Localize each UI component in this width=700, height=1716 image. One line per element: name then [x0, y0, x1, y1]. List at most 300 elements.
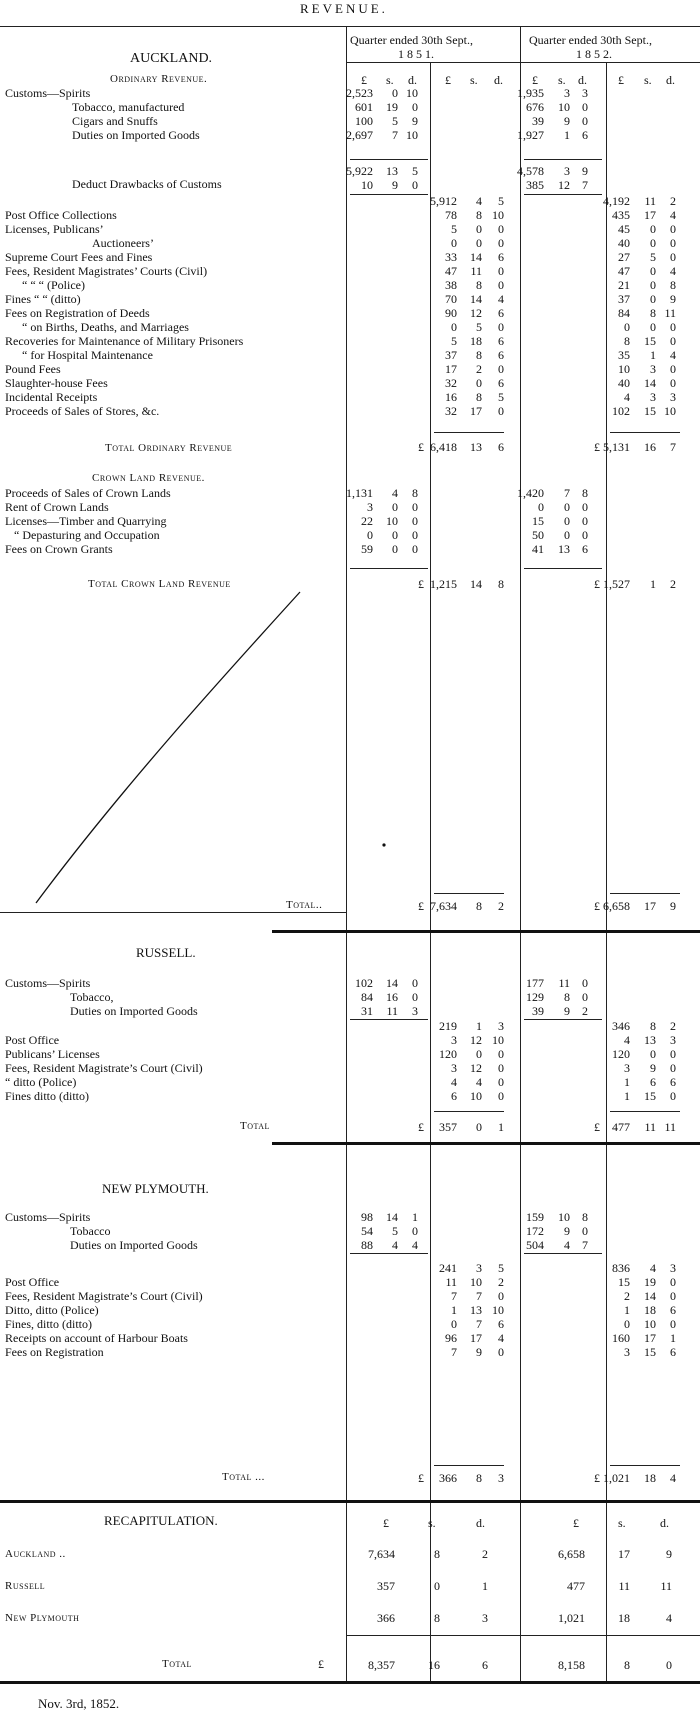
new-plymouth-title: NEW PLYMOUTH.	[102, 1181, 209, 1196]
np-1852-shillings: 15	[644, 1345, 656, 1359]
russell-1852-pounds: 3	[624, 1061, 630, 1075]
np-1851-pence: 6	[498, 1317, 504, 1331]
customs-1851-pence: 0	[412, 990, 418, 1004]
total-crown-1851-shillings: 14	[470, 577, 482, 591]
ordinary-1852-pence: 0	[670, 362, 676, 376]
russell-1851-shillings: 4	[476, 1075, 482, 1089]
np-total-label: Total ...	[222, 1471, 265, 1483]
customs-1851-pence: 0	[412, 976, 418, 990]
auckland-end-rule	[272, 930, 700, 933]
russell-total-rule	[610, 1111, 680, 1112]
crown-1851-pounds: 3	[367, 500, 373, 514]
pence-header: d.	[408, 73, 417, 87]
crown-1851-pounds: 59	[361, 542, 373, 556]
customs-1851-pence: 10	[406, 86, 418, 100]
page-title: REVENUE.	[300, 1, 388, 16]
np-1852-pence: 0	[670, 1289, 676, 1303]
np-total-1851-pounds: 366	[439, 1471, 457, 1485]
np-1851-pence: 4	[498, 1331, 504, 1345]
auckland-total-rule	[610, 893, 680, 894]
ordinary-1852-pounds: 10	[618, 362, 630, 376]
crown-row-label: Rent of Crown Lands	[5, 500, 109, 514]
recap-total-1851-shillings: 16	[428, 1658, 440, 1672]
ordinary-1851-pence: 6	[498, 348, 504, 362]
ordinary-1852-shillings: 3	[650, 362, 656, 376]
russell-1851-shillings: 10	[470, 1089, 482, 1103]
np-1852-pence: 1	[670, 1331, 676, 1345]
customs-1851-shillings: 4	[392, 1238, 398, 1252]
drawback-1852-pounds: 385	[526, 178, 544, 192]
crown-1852-pounds: 0	[538, 500, 544, 514]
np-1851-pounds: 1	[451, 1303, 457, 1317]
auckland-total-1851-shillings: 8	[476, 899, 482, 913]
pence-header: d.	[578, 73, 587, 87]
crown-1852-shillings: 0	[564, 528, 570, 542]
recap-total-1852-pence: 0	[666, 1658, 672, 1672]
total-ordinary-1852-shillings: 16	[644, 440, 656, 454]
np-1851-shillings: 10	[470, 1275, 482, 1289]
customs-1851-pounds: 98	[361, 1210, 373, 1224]
russell-1852-pounds: 1	[624, 1089, 630, 1103]
ordinary-1852-pounds: 435	[612, 208, 630, 222]
pound-header: £	[573, 1516, 579, 1530]
crown-1852-shillings: 0	[564, 500, 570, 514]
ordinary-1851-pence: 0	[498, 404, 504, 418]
ordinary-1851-pence: 0	[498, 222, 504, 236]
col-1851-heading: Quarter ended 30th Sept.,	[350, 33, 473, 47]
customs-1852-pence: 2	[582, 1004, 588, 1018]
crown-1851-pence: 8	[412, 486, 418, 500]
ordinary-1852-pence: 0	[670, 320, 676, 334]
ordinary-1852-pence: 4	[670, 264, 676, 278]
ordinary-1852-pence: 0	[670, 334, 676, 348]
auckland-total-rule	[434, 893, 504, 894]
auckland-total-1852-pence: 9	[670, 899, 676, 913]
total-crown-1851-pounds: 1,215	[430, 577, 457, 591]
crown-1852-pence: 8	[582, 486, 588, 500]
ordinary-1851-shillings: 2	[476, 362, 482, 376]
russell-1851-pence: 0	[498, 1047, 504, 1061]
pound-header: £	[532, 73, 538, 87]
crown-1851-shillings: 0	[392, 500, 398, 514]
russell-row-label: Post Office	[5, 1033, 60, 1047]
shilling-header: s.	[644, 73, 652, 87]
auckland-total-1852-shillings: 17	[644, 899, 656, 913]
recap-1851-pence: 1	[482, 1579, 488, 1593]
russell-1852-pence: 2	[670, 1019, 676, 1033]
customs-1852-pence: 0	[582, 100, 588, 114]
ordinary-1851-pounds: 0	[451, 236, 457, 250]
ordinary-1851-pounds: 32	[445, 404, 457, 418]
np-1851-pounds: 11	[445, 1275, 457, 1289]
ordinary-1852-pence: 11	[664, 306, 676, 320]
total-ordinary-1851-shillings: 13	[470, 440, 482, 454]
customs-row-label: Duties on Imported Goods	[70, 1004, 198, 1018]
ordinary-1851-shillings: 18	[470, 334, 482, 348]
ordinary-1851-shillings: 8	[476, 278, 482, 292]
russell-total-1852-pence: 11	[664, 1120, 676, 1134]
ordinary-1852-pence: 0	[670, 250, 676, 264]
ordinary-1852-pounds: 45	[618, 222, 630, 236]
customs-1851-shillings: 14	[386, 976, 398, 990]
pence-header: d.	[476, 1516, 485, 1530]
ordinary-1852-pounds: 21	[618, 278, 630, 292]
ordinary-1851-shillings: 0	[476, 222, 482, 236]
ordinary-row-label: Fines “ “ (ditto)	[5, 292, 81, 306]
pound-sign: £	[418, 1471, 424, 1485]
ordinary-1851-shillings: 4	[476, 194, 482, 208]
crown-1851-pence: 0	[412, 500, 418, 514]
customs-sum-1851-pounds: 5,922	[346, 164, 373, 178]
customs-1852-shillings: 4	[564, 1238, 570, 1252]
ordinary-1852-shillings: 11	[644, 194, 656, 208]
recap-1852-pence: 4	[666, 1611, 672, 1625]
customs-1851-pence: 10	[406, 128, 418, 142]
ordinary-1852-pounds: 84	[618, 306, 630, 320]
pound-sign: £	[418, 899, 424, 913]
ordinary-1851-pence: 0	[498, 236, 504, 250]
np-1851-pounds: 241	[439, 1261, 457, 1275]
recap-1852-pounds: 477	[567, 1579, 585, 1593]
ordinary-1852-shillings: 1	[650, 348, 656, 362]
np-1852-pence: 6	[670, 1303, 676, 1317]
customs-1852-shillings: 1	[564, 128, 570, 142]
customs-1852-pence: 7	[582, 1238, 588, 1252]
recap-1851-pounds: 357	[377, 1579, 395, 1593]
auckland-bottom-rule	[0, 912, 346, 913]
ordinary-1851-pence: 0	[498, 362, 504, 376]
recap-1852-pence: 11	[660, 1579, 672, 1593]
ordinary-1851-pence: 0	[498, 278, 504, 292]
customs-1852-pounds: 172	[526, 1224, 544, 1238]
customs-1851-pounds: 102	[355, 976, 373, 990]
ordinary-1852-pounds: 4,192	[603, 194, 630, 208]
recap-1852-pounds: 6,658	[558, 1547, 585, 1561]
np-end-rule	[0, 1500, 700, 1503]
russell-total-1851-shillings: 0	[476, 1120, 482, 1134]
ordinary-1851-pounds: 47	[445, 264, 457, 278]
crown-land-title: Crown Land Revenue.	[92, 472, 205, 484]
total-crown-1852-pounds: 1,527	[603, 577, 630, 591]
ordinary-row-label: “ on Births, Deaths, and Marriages	[22, 320, 189, 334]
ordinary-1852-pounds: 37	[618, 292, 630, 306]
ink-dot	[382, 843, 385, 846]
recap-1852-shillings: 18	[618, 1611, 630, 1625]
recap-1851-pounds: 366	[377, 1611, 395, 1625]
ordinary-1852-pence: 4	[670, 208, 676, 222]
customs-1851-shillings: 19	[386, 100, 398, 114]
ordinary-1851-pence: 5	[498, 194, 504, 208]
np-total-rule	[434, 1465, 504, 1466]
crown-row-label: Proceeds of Sales of Crown Lands	[5, 486, 171, 500]
customs-1852-pounds: 129	[526, 990, 544, 1004]
customs-1851-shillings: 7	[392, 128, 398, 142]
np-1852-pounds: 3	[624, 1345, 630, 1359]
np-total-1852-pence: 4	[670, 1471, 676, 1485]
customs-1852-pounds: 177	[526, 976, 544, 990]
crown-1852-pence: 6	[582, 542, 588, 556]
customs-1852-pounds: 1,935	[517, 86, 544, 100]
np-1852-shillings: 10	[644, 1317, 656, 1331]
recap-1851-shillings: 8	[434, 1611, 440, 1625]
np-row-label: Post Office	[5, 1275, 60, 1289]
np-1852-pounds: 15	[618, 1275, 630, 1289]
ordinary-1852-shillings: 0	[650, 264, 656, 278]
ordinary-1852-pence: 3	[670, 390, 676, 404]
customs-1852-pence: 0	[582, 976, 588, 990]
ordinary-1851-shillings: 11	[470, 264, 482, 278]
ordinary-1852-pounds: 40	[618, 376, 630, 390]
customs-1851-shillings: 0	[392, 86, 398, 100]
np-1851-pence: 0	[498, 1345, 504, 1359]
ordinary-1851-shillings: 8	[476, 390, 482, 404]
shilling-header: s.	[386, 73, 394, 87]
russell-1852-pounds: 1	[624, 1075, 630, 1089]
ordinary-1852-pence: 4	[670, 348, 676, 362]
russell-1851-shillings: 12	[470, 1033, 482, 1047]
customs-1851-pounds: 54	[361, 1224, 373, 1238]
ordinary-1851-pence: 4	[498, 292, 504, 306]
np-1851-shillings: 9	[476, 1345, 482, 1359]
ordinary-1852-shillings: 15	[644, 334, 656, 348]
crown-1851-pounds: 22	[361, 514, 373, 528]
recap-total-1851-pounds: 8,357	[368, 1658, 395, 1672]
customs-1851-shillings: 11	[386, 1004, 398, 1018]
ordinary-1852-pounds: 40	[618, 236, 630, 250]
customs-1852-shillings: 11	[558, 976, 570, 990]
customs-1851-pounds: 601	[355, 100, 373, 114]
russell-1852-pence: 3	[670, 1033, 676, 1047]
total-ordinary-1852-pounds: 5,131	[603, 440, 630, 454]
diagonal-stroke	[36, 592, 300, 903]
russell-1851-pounds: 120	[439, 1047, 457, 1061]
ordinary-row-label: Fees on Registration of Deeds	[5, 306, 150, 320]
russell-1852-pence: 6	[670, 1075, 676, 1089]
np-customs-rule	[350, 1253, 428, 1254]
crown-1851-pence: 0	[412, 514, 418, 528]
crown-1851-shillings: 0	[392, 542, 398, 556]
pound-sign: £	[594, 1471, 600, 1485]
customs-1852-pounds: 159	[526, 1210, 544, 1224]
russell-1852-pounds: 120	[612, 1047, 630, 1061]
russell-1852-shillings: 13	[644, 1033, 656, 1047]
recap-title: RECAPITULATION.	[104, 1513, 218, 1528]
ordinary-revenue-title: Ordinary Revenue.	[110, 73, 208, 85]
russell-1852-shillings: 0	[650, 1047, 656, 1061]
crown-1852-pence: 0	[582, 500, 588, 514]
date-footer: Nov. 3rd, 1852.	[38, 1696, 120, 1711]
customs-sum-1852-pence: 9	[582, 164, 588, 178]
crown-1851-pounds: 1,131	[346, 486, 373, 500]
np-total-1852-pounds: 1,021	[603, 1471, 630, 1485]
ordinary-1851-pence: 5	[498, 390, 504, 404]
customs-1851-pence: 0	[412, 100, 418, 114]
ordinary-1851-pounds: 5,912	[430, 194, 457, 208]
np-1852-pounds: 1	[624, 1303, 630, 1317]
recap-total-1852-pounds: 8,158	[558, 1658, 585, 1672]
recap-total-1852-shillings: 8	[624, 1658, 630, 1672]
crown-1851-shillings: 10	[386, 514, 398, 528]
customs-1852-pence: 0	[582, 114, 588, 128]
np-1851-shillings: 3	[476, 1261, 482, 1275]
russell-1851-pounds: 219	[439, 1019, 457, 1033]
ordinary-1851-shillings: 14	[470, 292, 482, 306]
ordinary-1851-pence: 0	[498, 320, 504, 334]
recap-total-1851-pence: 6	[482, 1658, 488, 1672]
np-1852-pounds: 160	[612, 1331, 630, 1345]
np-customs-rule	[524, 1253, 602, 1254]
customs-sum-1852-pounds: 4,578	[517, 164, 544, 178]
russell-1852-shillings: 9	[650, 1061, 656, 1075]
customs-1851-shillings: 14	[386, 1210, 398, 1224]
ordinary-1852-pence: 9	[670, 292, 676, 306]
ordinary-row-label: Proceeds of Sales of Stores, &c.	[5, 404, 160, 418]
russell-1851-pence: 3	[498, 1019, 504, 1033]
recap-1851-pounds: 7,634	[368, 1547, 395, 1561]
russell-1852-shillings: 15	[644, 1089, 656, 1103]
russell-1851-pence: 10	[492, 1033, 504, 1047]
crown-1852-shillings: 0	[564, 514, 570, 528]
customs-row-label: Tobacco, manufactured	[72, 100, 185, 114]
auckland-title: AUCKLAND.	[130, 51, 213, 66]
customs-1851-pounds: 2,697	[346, 128, 373, 142]
crown-1852-pounds: 50	[532, 528, 544, 542]
ordinary-1852-shillings: 8	[650, 306, 656, 320]
ordinary-1852-pounds: 35	[618, 348, 630, 362]
customs-1852-pence: 6	[582, 128, 588, 142]
russell-1851-pence: 0	[498, 1075, 504, 1089]
pence-header: d.	[494, 73, 503, 87]
crown-1851-shillings: 0	[392, 528, 398, 542]
russell-total-1851-pence: 1	[498, 1120, 504, 1134]
customs-row-label: Tobacco,	[70, 990, 114, 1004]
ordinary-1851-pounds: 33	[445, 250, 457, 264]
crown-1851-pence: 0	[412, 542, 418, 556]
russell-row-label: Fines ditto (ditto)	[5, 1089, 89, 1103]
np-1851-pounds: 0	[451, 1317, 457, 1331]
customs-row-label: Tobacco	[70, 1224, 111, 1238]
customs-1852-shillings: 8	[564, 990, 570, 1004]
auckland-total-label: Total..	[286, 899, 323, 911]
np-row-label: Fines, ditto (ditto)	[5, 1317, 92, 1331]
customs-1852-shillings: 9	[564, 1004, 570, 1018]
pound-sign: £	[594, 1120, 600, 1134]
ordinary-1852-pounds: 8	[624, 334, 630, 348]
ordinary-1851-pence: 10	[492, 208, 504, 222]
ordinary-1851-shillings: 0	[476, 236, 482, 250]
col-1852-heading: Quarter ended 30th Sept.,	[529, 33, 652, 47]
drawback-1851-pounds: 10	[361, 178, 373, 192]
customs-1851-pounds: 88	[361, 1238, 373, 1252]
customs-1851-shillings: 5	[392, 1224, 398, 1238]
np-1851-pounds: 7	[451, 1289, 457, 1303]
crown-1852-pounds: 41	[532, 542, 544, 556]
np-1852-pence: 0	[670, 1317, 676, 1331]
ordinary-1851-shillings: 8	[476, 208, 482, 222]
total-crown-1852-pence: 2	[670, 577, 676, 591]
russell-1851-pounds: 4	[451, 1075, 457, 1089]
crown-1852-pence: 0	[582, 514, 588, 528]
customs-1852-shillings: 9	[564, 1224, 570, 1238]
recap-row-label: Auckland ..	[5, 1548, 66, 1560]
ordinary-row-label: “ “ “ (Police)	[22, 278, 85, 292]
russell-1851-pounds: 3	[451, 1033, 457, 1047]
ordinary-row-label: Post Office Collections	[5, 208, 117, 222]
np-row-label: Ditto, ditto (Police)	[5, 1303, 99, 1317]
auckland-total-1851-pence: 2	[498, 899, 504, 913]
crown-row-label: Licenses—Timber and Quarrying	[5, 514, 167, 528]
ordinary-1852-pence: 2	[670, 194, 676, 208]
pound-sign: £	[594, 440, 600, 454]
ordinary-1852-shillings: 0	[650, 278, 656, 292]
ordinary-1852-pence: 0	[670, 222, 676, 236]
ordinary-1851-pounds: 90	[445, 306, 457, 320]
col-1852-year: 1 8 5 2.	[576, 47, 612, 61]
np-1852-pounds: 0	[624, 1317, 630, 1331]
ordinary-1851-shillings: 5	[476, 320, 482, 334]
customs-sum-1852-shillings: 3	[564, 164, 570, 178]
crown-1852-pence: 0	[582, 528, 588, 542]
customs-1852-pounds: 1,927	[517, 128, 544, 142]
shilling-header: s.	[618, 1516, 626, 1530]
ordinary-1852-shillings: 15	[644, 404, 656, 418]
total-crown-1851-pence: 8	[498, 577, 504, 591]
ordinary-1852-shillings: 14	[644, 376, 656, 390]
ordinary-1851-pounds: 5	[451, 222, 457, 236]
russell-row-label: Publicans’ Licenses	[5, 1047, 100, 1061]
drawback-label: Deduct Drawbacks of Customs	[72, 177, 222, 191]
russell-1851-pounds: 3	[451, 1061, 457, 1075]
russell-end-rule	[272, 1142, 700, 1145]
np-1851-shillings: 17	[470, 1331, 482, 1345]
russell-1851-pence: 0	[498, 1089, 504, 1103]
np-1851-shillings: 7	[476, 1317, 482, 1331]
drawback-1852-shillings: 12	[558, 178, 570, 192]
total-ordinary-1851-pence: 6	[498, 440, 504, 454]
ordinary-1851-pounds: 17	[445, 362, 457, 376]
ordinary-row-label: Licenses, Publicans’	[5, 222, 104, 236]
drawback-1851-pence: 0	[412, 178, 418, 192]
ordinary-1851-pounds: 70	[445, 292, 457, 306]
recap-row-label: New Plymouth	[5, 1612, 80, 1624]
customs-1851-pounds: 31	[361, 1004, 373, 1018]
customs-1852-shillings: 9	[564, 114, 570, 128]
ordinary-row-label: Slaughter-house Fees	[5, 376, 108, 390]
customs-sum-1851-pence: 5	[412, 164, 418, 178]
crown-1852-shillings: 13	[558, 542, 570, 556]
ordinary-1851-pounds: 78	[445, 208, 457, 222]
customs-1851-pounds: 2,523	[346, 86, 373, 100]
customs-1852-pounds: 39	[532, 114, 544, 128]
russell-1852-pounds: 346	[612, 1019, 630, 1033]
recap-sum-rule	[346, 1635, 700, 1636]
customs-1852-pounds: 676	[526, 100, 544, 114]
ordinary-1851-pence: 6	[498, 334, 504, 348]
ordinary-1851-shillings: 0	[476, 376, 482, 390]
ordinary-1852-pounds: 102	[612, 404, 630, 418]
np-1852-shillings: 18	[644, 1303, 656, 1317]
crown-1852-shillings: 7	[564, 486, 570, 500]
crown-1852-pounds: 15	[532, 514, 544, 528]
ordinary-1851-pence: 6	[498, 376, 504, 390]
customs-1852-pence: 3	[582, 86, 588, 100]
customs-row-label: Duties on Imported Goods	[72, 128, 200, 142]
customs-1852-pence: 0	[582, 990, 588, 1004]
ordinary-1852-pounds: 4	[624, 390, 630, 404]
ordinary-1851-shillings: 8	[476, 348, 482, 362]
auckland-total-1851-pounds: 7,634	[430, 899, 457, 913]
pound-sign: £	[418, 440, 424, 454]
